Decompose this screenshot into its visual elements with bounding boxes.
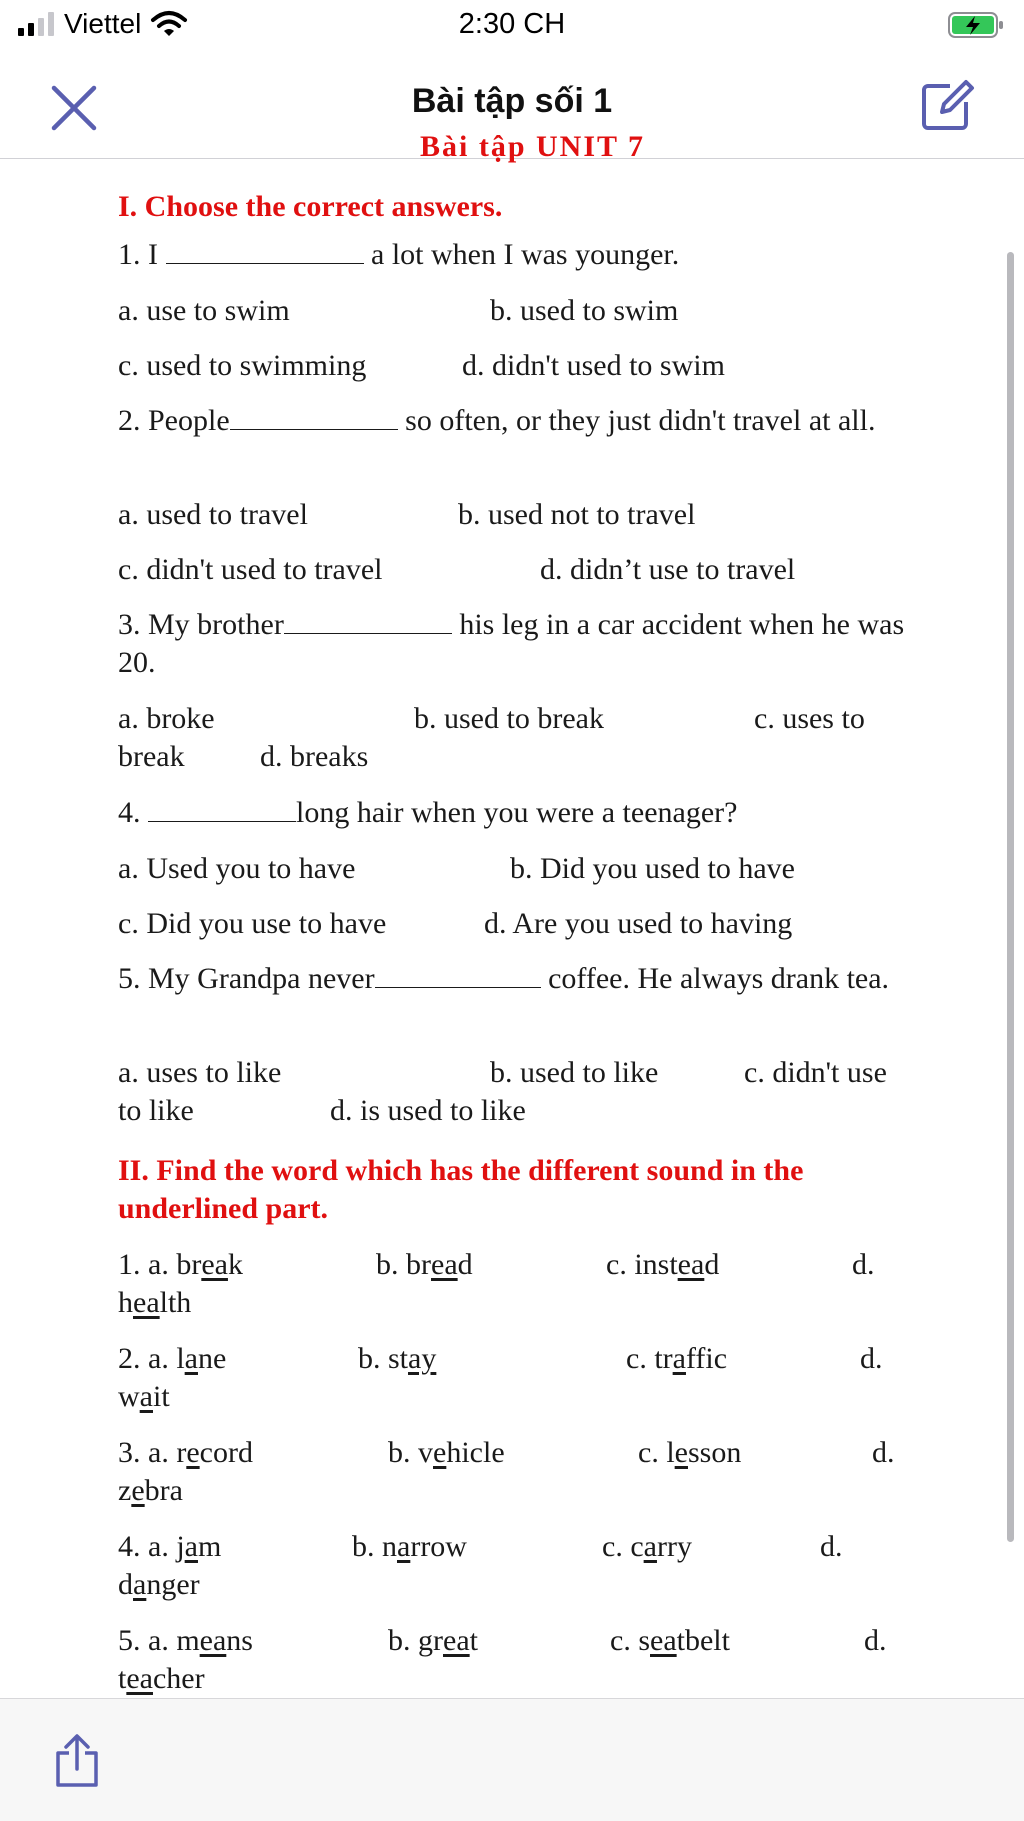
q4-option-a: a. Used you to have	[118, 852, 356, 885]
p1-option-d-word: health	[118, 1286, 192, 1319]
q3-post: his leg in a car accident when he was 20.	[118, 608, 905, 679]
p1-option-a: 1. a. break	[118, 1248, 243, 1281]
q2-option-c: c. didn't used to travel	[118, 553, 383, 586]
section-heading-1: I. Choose the correct answers.	[118, 190, 503, 223]
status-bar	[0, 0, 1024, 52]
q5-option-b: b. used to like	[490, 1056, 659, 1089]
q3-option-a: a. broke	[118, 702, 215, 735]
q5-option-d: d. is used to like	[330, 1094, 526, 1127]
bottom-toolbar	[0, 1698, 1024, 1821]
q5-option-a: a. uses to like	[118, 1056, 282, 1089]
q3-option-b: b. used to break	[414, 702, 604, 735]
q3-pre: 3. My brother	[118, 608, 284, 641]
p5-option-a: 5. a. means	[118, 1624, 253, 1657]
q2-option-b: b. used not to travel	[458, 498, 696, 531]
p3-option-d: d.	[872, 1436, 895, 1469]
question-5	[118, 960, 918, 998]
p2-option-a: 2. a. lane	[118, 1342, 227, 1375]
p5-option-d: d.	[864, 1624, 887, 1657]
battery-charging-icon	[948, 12, 1004, 38]
carrier-label: Viettel	[64, 8, 142, 39]
share-icon[interactable]	[52, 1733, 102, 1789]
p4-option-d-word: danger	[118, 1568, 200, 1601]
question-4	[118, 794, 918, 832]
q4-post: long hair when you were a teenager?	[296, 796, 738, 829]
p3-option-d-word: zebra	[118, 1474, 183, 1507]
q1-option-d: d. didn't used to swim	[462, 349, 725, 382]
q3-option-c-cont: break	[118, 740, 185, 773]
p1-option-d: d.	[852, 1248, 875, 1281]
q5-option-c: c. didn't use	[744, 1056, 887, 1089]
q2-option-a: a. used to travel	[118, 498, 308, 531]
question-3	[118, 606, 918, 682]
q3-option-d: d. breaks	[260, 740, 369, 773]
p3-option-a: 3. a. record	[118, 1436, 253, 1469]
status-time: 2:30 CH	[458, 8, 566, 40]
edit-icon[interactable]	[916, 76, 976, 136]
section-heading-2: II. Find the word which has the different sound in the underlined part.	[118, 1154, 804, 1225]
q5-pre: 5. My Grandpa never	[118, 962, 375, 995]
p4-option-c: c. carry	[602, 1530, 692, 1563]
q1-option-a: a. use to swim	[118, 294, 290, 327]
p2-option-c: c. traffic	[626, 1342, 728, 1375]
q3-option-c: c. uses to	[754, 702, 865, 735]
p4-option-a: 4. a. jam	[118, 1530, 222, 1563]
q4-option-b: b. Did you used to have	[510, 852, 795, 885]
q5-post: coffee. He always drank tea.	[540, 962, 890, 995]
question-1	[118, 236, 918, 274]
vertical-scrollbar[interactable]	[1007, 252, 1014, 1542]
document-title-cut: Bài tập UNIT 7	[420, 130, 645, 163]
p4-option-d: d.	[820, 1530, 843, 1563]
q2-option-d: d. didn’t use to travel	[540, 553, 796, 586]
q1-option-b: b. used to swim	[490, 294, 679, 327]
q4-option-c: c. Did you use to have	[118, 907, 387, 940]
page-title: Bài tập sối 1	[411, 82, 613, 120]
p3-option-b: b. vehicle	[388, 1436, 505, 1469]
q4-pre: 4.	[118, 796, 148, 829]
p4-option-b: b. narrow	[352, 1530, 467, 1563]
q1-pre: 1. I	[118, 238, 158, 271]
p2-option-b: b. stay	[358, 1342, 437, 1375]
q2-post: so often, or they just didn't travel at all.	[397, 404, 876, 437]
p5-option-d-word: teacher	[118, 1662, 205, 1695]
q1-post: a lot when I was younger.	[363, 238, 680, 271]
q4-option-d: d. Are you used to having	[484, 907, 793, 940]
q5-option-c-cont: to like	[118, 1094, 194, 1127]
p5-option-c: c. seatbelt	[610, 1624, 730, 1657]
q2-pre: 2. People	[118, 404, 230, 437]
p2-option-d-word: wait	[118, 1380, 170, 1413]
p1-option-c: c. instead	[606, 1248, 720, 1281]
question-2	[118, 402, 918, 440]
p2-option-d: d.	[860, 1342, 883, 1375]
p5-option-b: b. great	[388, 1624, 478, 1657]
p1-option-b: b. bread	[376, 1248, 473, 1281]
q1-option-c: c. used to swimming	[118, 349, 367, 382]
p3-option-c: c. lesson	[638, 1436, 742, 1469]
document-viewer[interactable]	[0, 130, 1024, 1698]
